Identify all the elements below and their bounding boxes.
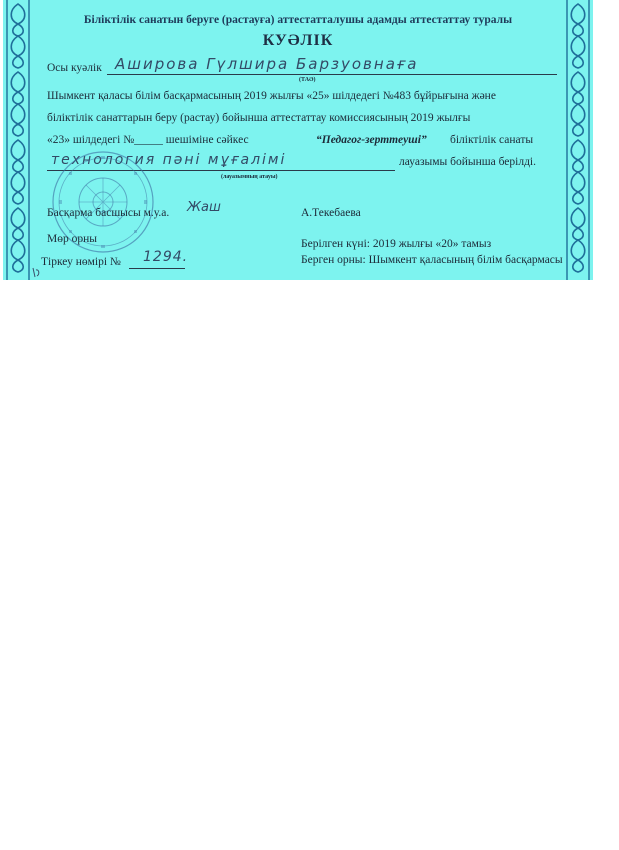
register-label: Тіркеу нөмірі № xyxy=(41,256,121,268)
head-label: Басқарма басшысы м.у.а. xyxy=(47,207,170,219)
position-handwritten: технология пәні мұғалімі xyxy=(51,152,287,168)
stamp-label: Мөр орны xyxy=(47,233,97,245)
head-name: А.Текебаева xyxy=(301,207,361,219)
certificate-title: КУӘЛІК xyxy=(262,32,334,49)
head-signature: Жаш xyxy=(187,200,221,215)
position-suffix: лауазымы бойынша берілді. xyxy=(399,156,536,168)
body-line-1: Шымкент қаласы білім басқармасының 2019 жылғы «25» шілдедегі №483 бұйрығына және xyxy=(47,90,496,102)
register-underline xyxy=(129,268,185,269)
body-line-2: біліктілік санаттарын беру (растау) бойынша аттестаттау комиссиясының 2019 жылғы xyxy=(47,112,471,124)
position-caption: (лауазымның атауы) xyxy=(221,174,278,180)
name-caption: (ТАӘ) xyxy=(299,77,316,83)
qualification-category: “Педагог-зерттеуші” xyxy=(316,134,427,146)
certificate xyxy=(3,0,593,280)
issuer: Берген орны: Шымкент қаласының білім басқармасы xyxy=(301,254,563,266)
issue-date: Берілген күні: 2019 жылғы «20» тамыз xyxy=(301,238,492,250)
register-number: 1294. xyxy=(143,249,189,265)
body-line-3-start: «23» шілдедегі №_____ шешіміне сәйкес xyxy=(47,134,249,146)
recipient-name: Аширова Гүлшира Барзуовнаға xyxy=(115,55,419,73)
issued-to-label: Осы куәлік xyxy=(47,62,102,74)
body-line-3-end: біліктілік санаты xyxy=(450,134,534,146)
certificate-header: Біліктілік санатын беруге (растауға) аттестатталушы адамды аттестаттау туралы xyxy=(83,14,513,26)
pen-mark xyxy=(31,267,45,279)
name-underline xyxy=(107,74,557,75)
